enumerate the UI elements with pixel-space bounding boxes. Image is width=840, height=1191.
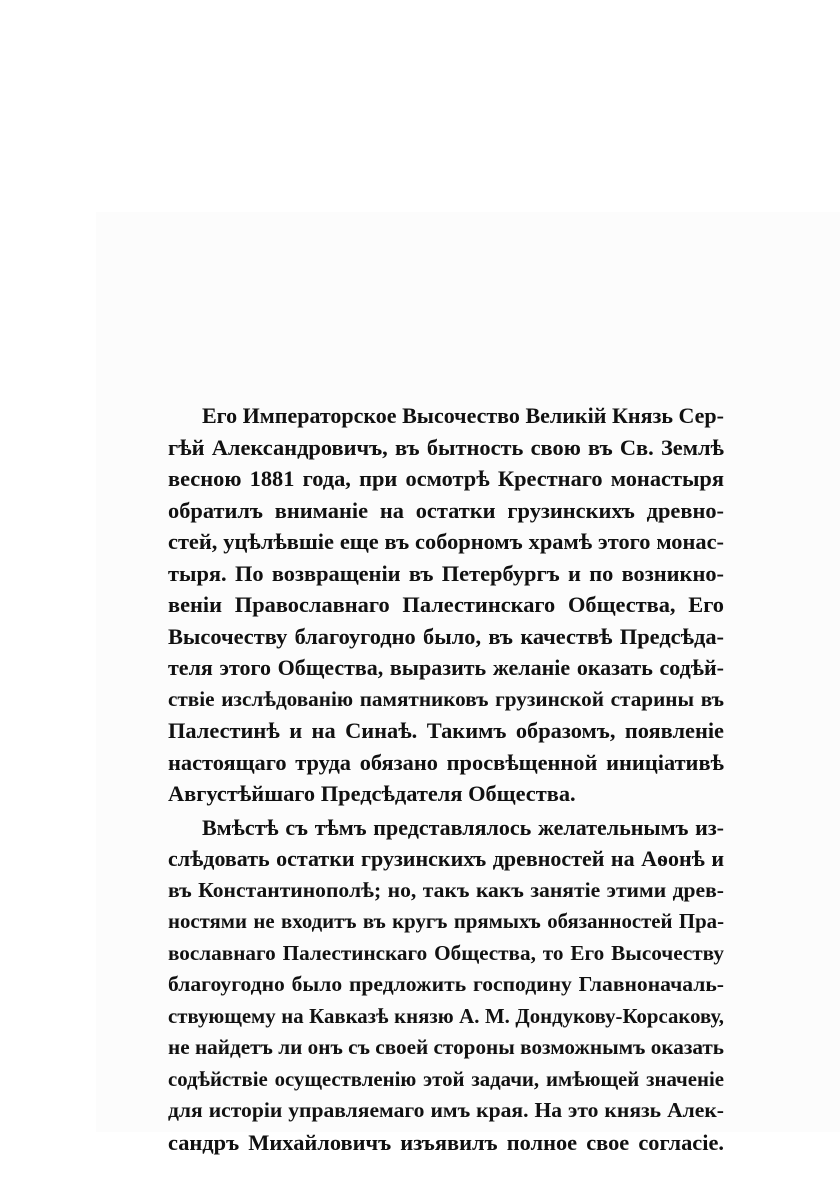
text-line: благоугодно было предложить господину Главноначаль- [168, 972, 724, 996]
text-line: весною 1881 года, при осмотрѣ Крестнаго монастыря [168, 466, 724, 491]
body-text [168, 400, 724, 1158]
text-line: Августѣйшаго Предсѣдателя Общества. [168, 781, 576, 806]
text-line: теля этого Общества, выразить желаніе оказать содѣй- [168, 655, 724, 680]
text-line: тыря. По возвращеніи въ Петербургъ и по возникно- [168, 560, 724, 586]
text-line: гѣй Александровичъ, въ бытность свою въ Св. Землѣ [168, 434, 724, 460]
text-line: Палестинѣ и на Синаѣ. Такимъ образомъ, появленіе [168, 718, 724, 743]
paragraph-1 [168, 400, 724, 810]
paragraph-2 [168, 812, 724, 1159]
text-line: содѣйствіе осуществленію этой задачи, имѣющей значеніе [168, 1067, 724, 1091]
text-line: Его Императорское Высочество Великій Князь Сер- [202, 403, 724, 428]
text-line: въ Константинополѣ; но, такъ какъ занятіе этими древ- [168, 877, 724, 902]
text-line: Высочеству благоугодно было, въ качествѣ Предсѣда- [168, 623, 724, 649]
text-line: слѣдовать остатки грузинскихъ древностей на Аѳонѣ и [168, 846, 724, 871]
text-line: стей, уцѣлѣвшіе еще въ соборномъ храмѣ этого монас- [168, 529, 724, 554]
text-line: ствіе изслѣдованію памятниковъ грузинской старины въ [168, 686, 724, 711]
text-line: для исторіи управляемаго имъ края. На это князь Алек- [168, 1098, 724, 1122]
text-line: сандръ Михайловичъ изъявилъ полное свое согласіе. [168, 1129, 724, 1155]
text-line: ностями не входитъ въ кругъ прямыхъ обязанностей Пра- [168, 910, 724, 933]
text-line: не найдетъ ли онъ съ своей стороны возможнымъ оказать [168, 1035, 724, 1059]
text-line: ствующему на Кавказѣ князю А. М. Дондукову-Корсакову, [168, 1004, 724, 1028]
text-line: настоящаго труда обязано просвѣщенной иниціативѣ [168, 749, 724, 775]
text-line: веніи Православнаго Палестинскаго Общества, Его [168, 592, 724, 617]
text-line: обратилъ вниманіе на остатки грузинскихъ древно- [168, 497, 724, 523]
text-line: Вмѣстѣ съ тѣмъ представлялось желательнымъ из- [202, 814, 724, 840]
text-line: вославнаго Палестинскаго Общества, то Его Высочеству [168, 940, 724, 965]
